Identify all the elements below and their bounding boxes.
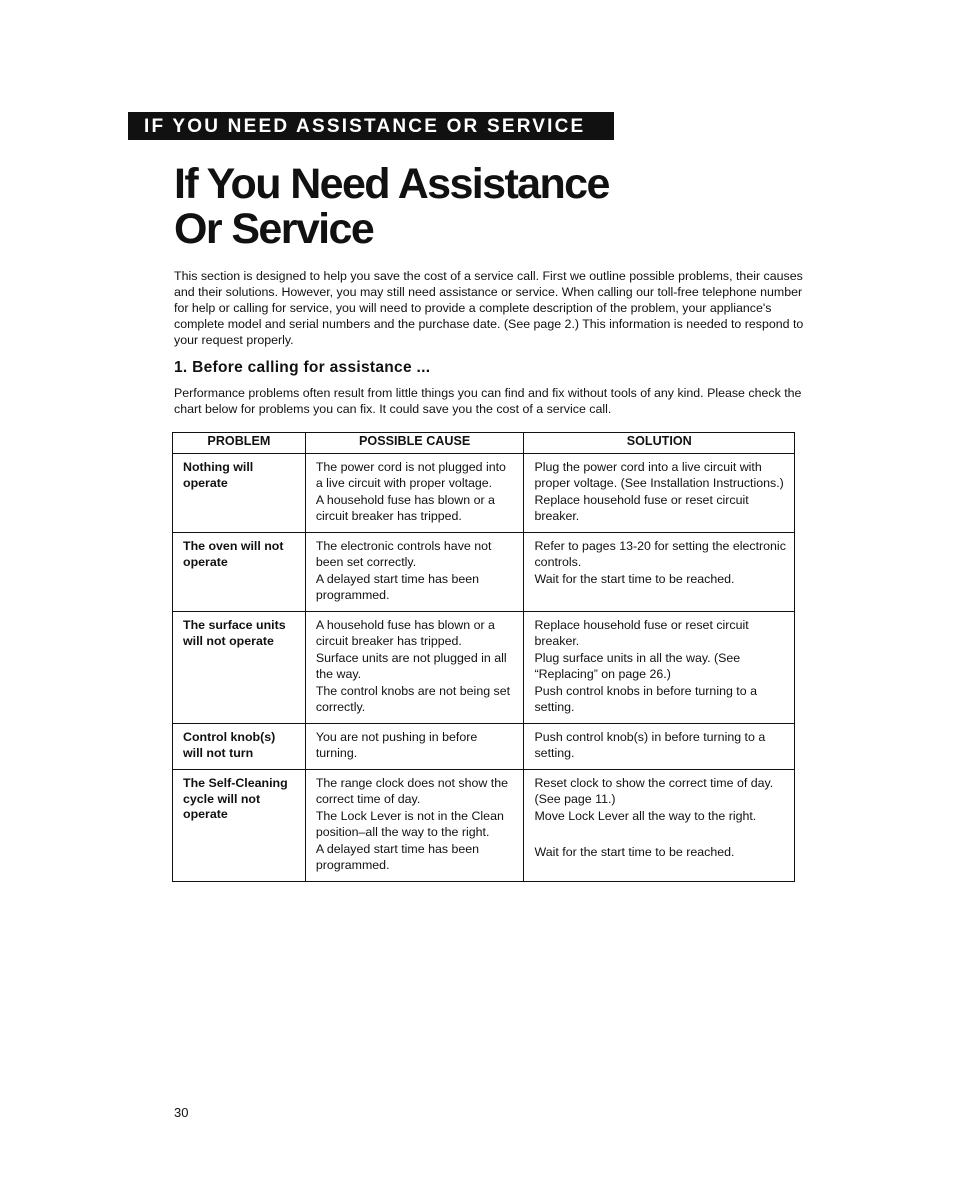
cause-text: A household fuse has blown or a circuit breaker has tripped. bbox=[315, 493, 495, 523]
problem-cell: Control knob(s) will not turn bbox=[173, 724, 306, 770]
solution-text: Refer to pages 13-20 for setting the electronic controls. bbox=[534, 539, 786, 569]
solution-cell bbox=[524, 612, 795, 724]
table-row bbox=[173, 612, 795, 724]
header-problem: PROBLEM bbox=[173, 433, 306, 454]
cause-text: A delayed start time has been programmed. bbox=[315, 572, 480, 602]
cause-cell bbox=[305, 770, 524, 882]
cause-text: You are not pushing in before turning. bbox=[315, 730, 478, 760]
cause-text: Surface units are not plugged in all the way. bbox=[315, 651, 507, 681]
page-title-line-2: Or Service bbox=[174, 205, 374, 253]
solution-text: Push control knobs in before turning to a setting. bbox=[534, 684, 757, 714]
cause-text: The electronic controls have not been set correctly. bbox=[315, 539, 492, 569]
solution-text: Wait for the start time to be reached. bbox=[534, 572, 735, 586]
cause-cell bbox=[305, 454, 524, 533]
solution-text: Wait for the start time to be reached. bbox=[534, 844, 735, 859]
cause-cell bbox=[305, 724, 524, 770]
solution-text: Plug surface units in all the way. (See “Replacing” on page 26.) bbox=[534, 651, 741, 681]
solution-cell bbox=[524, 770, 795, 882]
troubleshooting-table bbox=[172, 432, 795, 882]
page-title-line-1: If You Need Assistance bbox=[174, 160, 609, 208]
cause-cell bbox=[305, 612, 524, 724]
solution-text: Reset clock to show the correct time of day. (See page 11.) bbox=[534, 776, 774, 806]
cause-text: The range clock does not show the correct time of day. bbox=[315, 776, 508, 806]
solution-text: Replace household fuse or reset circuit breaker. bbox=[534, 618, 749, 648]
solution-text: Push control knob(s) in before turning to a setting. bbox=[534, 730, 766, 760]
page-title bbox=[174, 162, 609, 252]
header-solution: SOLUTION bbox=[524, 433, 795, 454]
problem-cell: Nothing will operate bbox=[173, 454, 306, 533]
page-number: 30 bbox=[174, 1105, 189, 1120]
cause-text: The control knobs are not being set correctly. bbox=[315, 684, 511, 714]
table-row bbox=[173, 454, 795, 533]
problem-cell: The surface units will not operate bbox=[173, 612, 306, 724]
solution-text: Replace household fuse or reset circuit breaker. bbox=[534, 493, 749, 523]
section-banner-label: IF YOU NEED ASSISTANCE OR SERVICE bbox=[144, 116, 586, 137]
intro-paragraph: This section is designed to help you save the cost of a service call. First we outline possible problems, their causes and their solutions. However, you may still need assistance or service. When calling our toll-free telephone number for help or calling for service, you will need to provide a complete description of the problem, your appliance's complete model and serial numbers and the purchase date. (See page 2.) This information is needed to respond to your request properly. bbox=[174, 269, 804, 347]
table-row bbox=[173, 724, 795, 770]
solution-cell bbox=[524, 533, 795, 612]
table-row bbox=[173, 770, 795, 882]
cause-text: The power cord is not plugged into a live circuit with proper voltage. bbox=[315, 460, 506, 490]
cause-text: A delayed start time has been programmed. bbox=[315, 842, 480, 872]
section-banner bbox=[128, 112, 614, 140]
solution-text: Plug the power cord into a live circuit with proper voltage. (See Installation Instructions.) bbox=[534, 460, 784, 490]
solution-text: Move Lock Lever all the way to the right. bbox=[534, 809, 757, 823]
solution-spacer bbox=[534, 827, 786, 843]
table-header-row bbox=[173, 433, 795, 454]
cause-cell bbox=[305, 533, 524, 612]
solution-cell bbox=[524, 724, 795, 770]
section-heading: 1. Before calling for assistance ... bbox=[174, 359, 431, 376]
header-possible-cause: POSSIBLE CAUSE bbox=[305, 433, 524, 454]
solution-cell bbox=[524, 454, 795, 533]
cause-text: The Lock Lever is not in the Clean position–all the way to the right. bbox=[315, 809, 504, 839]
table-row bbox=[173, 533, 795, 612]
problem-cell: The Self-Cleaning cycle will not operate bbox=[173, 770, 306, 882]
section-paragraph: Performance problems often result from little things you can find and fix without tools of any kind. Please check the chart below for problems you can fix. It could save you the cost of a service call. bbox=[174, 386, 802, 416]
problem-cell: The oven will not operate bbox=[173, 533, 306, 612]
cause-text: A household fuse has blown or a circuit breaker has tripped. bbox=[315, 618, 495, 648]
